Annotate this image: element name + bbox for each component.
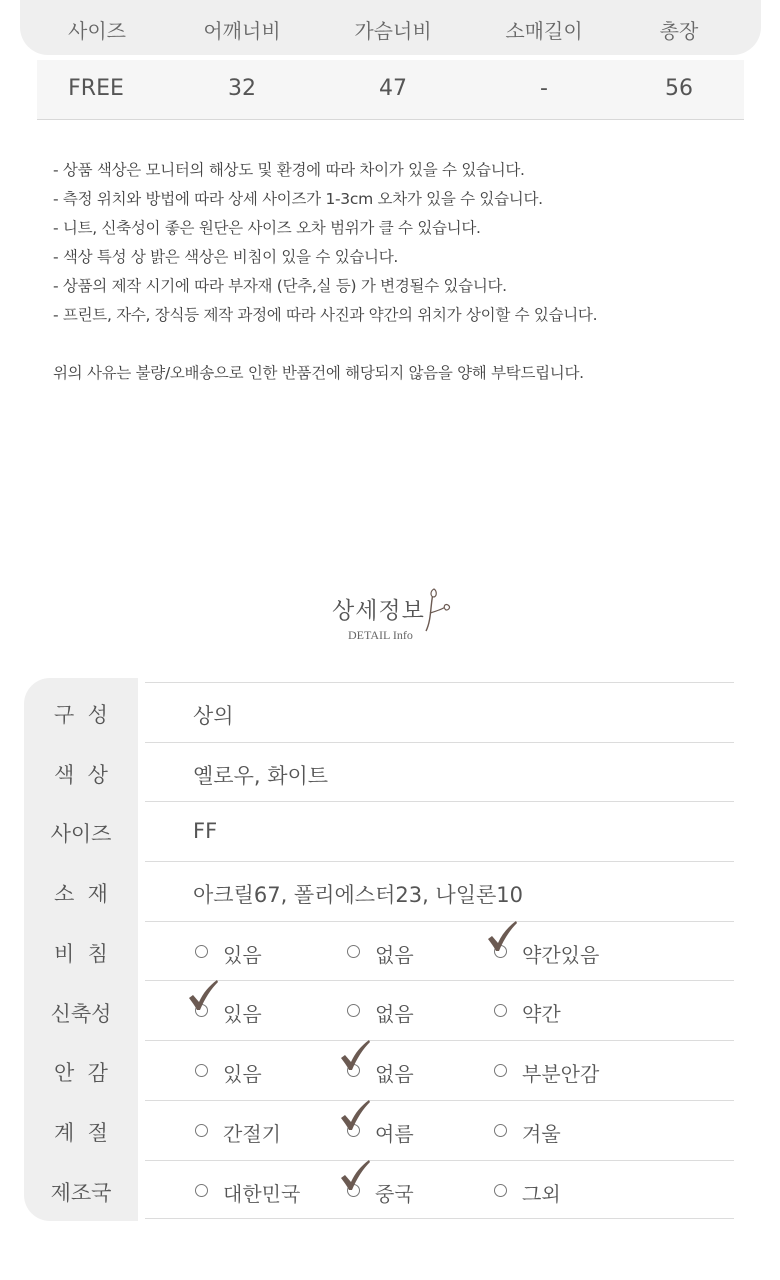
option-label: 있음: [223, 942, 262, 967]
detail-row-label: 제조국: [50, 1180, 112, 1205]
checkmark-icon: [484, 919, 520, 955]
radio-icon: [494, 1124, 507, 1137]
detail-row-label: 비 침: [54, 941, 108, 966]
option-label: 겨울: [522, 1121, 561, 1146]
detail-row: [145, 801, 734, 861]
option-label: 약간있음: [522, 942, 600, 967]
option-label: 있음: [223, 1062, 262, 1087]
detail-row: [145, 1040, 734, 1100]
checkmark-icon: [185, 978, 221, 1014]
radio-icon: [195, 1184, 208, 1197]
size-header-cell: 사이즈: [68, 19, 126, 43]
checkmark-icon: [337, 1158, 373, 1194]
radio-icon: [347, 1004, 360, 1017]
option-label: 부분안감: [522, 1062, 600, 1087]
size-table-header: [20, 0, 761, 55]
notes-list: [53, 158, 753, 390]
note-line: - 프린트, 자수, 장식등 제작 과정에 따라 사진과 약간의 위치가 상이할 수 있습니다.: [53, 306, 598, 324]
size-cell: 56: [665, 76, 693, 101]
detail-row: [145, 742, 734, 802]
option-label: 간절기: [223, 1121, 281, 1146]
note-line: - 측정 위치와 방법에 따라 상세 사이즈가 1-3cm 오차가 있을 수 있습니다.: [53, 190, 543, 208]
detail-row-label: 사이즈: [50, 822, 112, 847]
detail-row: [145, 682, 734, 742]
size-header-cell: 가슴너비: [354, 19, 432, 43]
size-header-cell: 총장: [659, 19, 699, 43]
note-line: - 상품의 제작 시기에 따라 부자재 (단추,실 등) 가 변경될수 있습니다.: [53, 277, 507, 295]
option-label: 없음: [375, 1002, 414, 1027]
option-label: 없음: [375, 1062, 414, 1087]
size-header-cell: 어깨너비: [203, 19, 281, 43]
size-cell: FREE: [68, 76, 124, 101]
size-table-row: [37, 60, 744, 120]
radio-icon: [195, 1064, 208, 1077]
option-label: 여름: [375, 1121, 414, 1146]
option-label: 있음: [223, 1002, 262, 1027]
radio-icon: [347, 945, 360, 958]
option-label: 대한민국: [223, 1181, 301, 1206]
detail-row-label: 안 감: [54, 1061, 108, 1086]
detail-title: 상세정보: [332, 598, 425, 624]
detail-row-label: 구 성: [54, 703, 108, 727]
detail-row: [145, 861, 734, 921]
note-line: - 색상 특성 상 밝은 색상은 비침이 있을 수 있습니다.: [53, 248, 399, 266]
option-label: 그외: [522, 1181, 561, 1206]
detail-table: [145, 682, 734, 1219]
sprout-decoration-icon: [420, 583, 456, 633]
note-line: - 니트, 신축성이 좋은 원단은 사이즈 오차 범위가 클 수 있습니다.: [53, 219, 481, 237]
detail-row: [145, 1160, 734, 1220]
note-line: - 상품 색상은 모니터의 해상도 및 환경에 따라 차이가 있을 수 있습니다.: [53, 161, 525, 179]
option-label: 약간: [522, 1002, 561, 1027]
detail-row: [145, 1100, 734, 1160]
detail-row: [145, 980, 734, 1040]
detail-row-label: 색 상: [54, 762, 108, 787]
detail-row-value: FF: [193, 819, 218, 844]
radio-icon: [494, 1064, 507, 1077]
detail-row-label: 신축성: [50, 1001, 112, 1026]
checkmark-icon: [337, 1038, 373, 1074]
notice-text: 위의 사유는 불량/오배송으로 인한 반품건에 해당되지 않음을 양해 부탁드립니다.: [53, 364, 584, 382]
detail-row-label: 계 절: [54, 1120, 108, 1145]
size-cell: 32: [228, 76, 256, 101]
size-header-cell: 소매길이: [505, 19, 583, 43]
option-label: 없음: [375, 942, 414, 967]
radio-icon: [494, 1184, 507, 1197]
radio-icon: [195, 1124, 208, 1137]
size-cell: -: [540, 76, 548, 101]
detail-row-value: 상의: [193, 704, 234, 728]
option-label: 중국: [375, 1181, 414, 1206]
detail-subtitle: DETAIL Info: [348, 628, 413, 642]
detail-row-value: 옐로우, 화이트: [193, 763, 329, 788]
radio-icon: [195, 945, 208, 958]
size-cell: 47: [379, 76, 407, 101]
detail-row: [145, 921, 734, 981]
detail-row-label: 소 재: [54, 882, 108, 907]
detail-row-value: 아크릴67, 폴리에스터23, 나일론10: [193, 883, 524, 908]
radio-icon: [494, 1004, 507, 1017]
checkmark-icon: [337, 1098, 373, 1134]
